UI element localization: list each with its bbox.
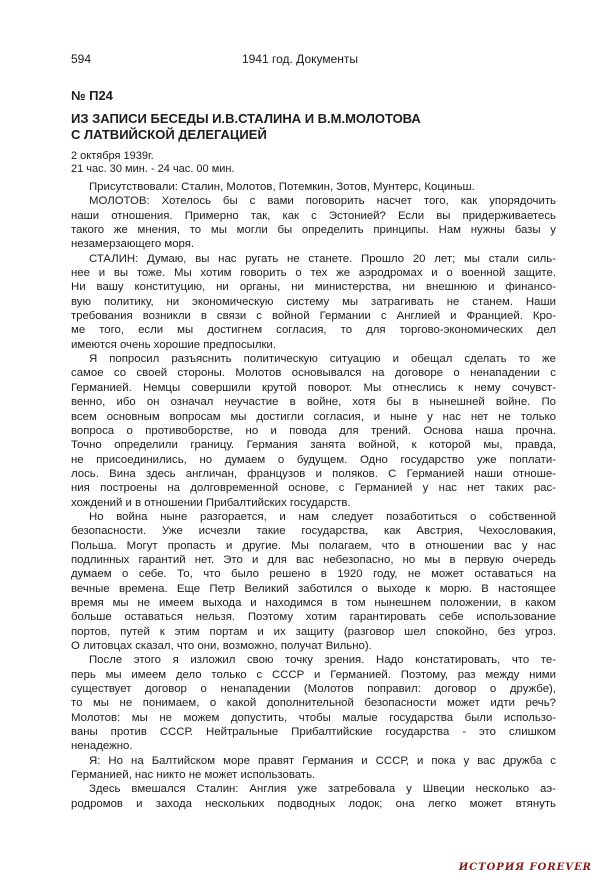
text-line: не присоединились, но думаем о будущем. Одно государство уже поплати-: [71, 453, 556, 466]
body-text: [71, 180, 556, 811]
text-line: незамерзающего моря.: [71, 238, 195, 251]
text-line: ваны против СССР. Нейтральные Прибалтийские государства - это слишком: [71, 726, 556, 739]
text-line: ненадежно.: [71, 740, 133, 753]
text-line: то мы не понимаем, о какой дополнительной безопасности может идти речь?: [71, 697, 556, 710]
text-line: Присутствовали: Сталин, Молотов, Потемкин, Зотов, Мунтерс, Коциньш.: [89, 181, 475, 193]
text-line: О литовцах сказал, что они, возможно, получат Вильно).: [71, 640, 372, 652]
text-line: время мы не имеем выхода и находимся в том нынешнем положении, в каком: [71, 596, 556, 609]
text-line: думаем о себе. То, что было решено в 1920 году, не может оставаться на: [71, 568, 556, 581]
text-line: больше оставаться нельзя. Поэтому хотим гарантировать себе использование: [71, 611, 556, 624]
text-line: ме того, если мы достигнем согласия, то для торгово-экономических дел: [71, 324, 556, 337]
text-line: портов, путей к этим портам и их защиту (разговор шел спокойно, без угроз.: [71, 625, 556, 638]
text-line: лось. Вина здесь англичан, французов и поляков. С Германией наши отноше-: [71, 467, 556, 480]
text-line: требования возникли в связи с войной Германии с Англией и Францией. Кро-: [71, 310, 556, 323]
text-line: Молотов: мы не можем допустить, чтобы малые государства были использо-: [71, 711, 556, 724]
document-time: 21 час. 30 мин. - 24 час. 00 мин.: [71, 163, 235, 175]
text-line: вечные времена. Еще Петр Великий заботился о выходе к морю. В настоящее: [71, 582, 556, 595]
text-line: самое со своей стороны. Молотов основывался на договоре о ненападении с: [71, 367, 556, 380]
text-line: вую политику, ни экономическую систему мы затрагивать не станем. Наши: [71, 295, 556, 308]
document-title: [71, 111, 541, 143]
text-line: Точно определили границу. Германия занята войной, к которой мы, правда,: [71, 439, 556, 452]
text-line: родромов и захода нескольких подводных лодок; она легко может втянуть: [71, 797, 556, 810]
text-line: Германией. Немцы совершили крутой поворот. Мы отнеслись к нему сочувст-: [71, 381, 556, 394]
text-line: Польша. Могут пропасть и другие. Мы полагаем, что в отношении вас у нас: [71, 539, 556, 552]
document-date: 2 октября 1939г.: [71, 150, 154, 162]
text-line: имеются очень хорошие предпосылки.: [71, 338, 277, 351]
text-line: хождений и в отношении Прибалтийских государств.: [71, 496, 351, 509]
text-line: Здесь вмешался Сталин: Англия уже затребовала у Швеции несколько аэ-: [89, 783, 556, 796]
text-line: безопасности. Уже исчезли такие государства, как Австрия, Чехословакия,: [71, 525, 556, 538]
text-line: существует договор о ненападении (Молотов поправил: договор о дружбе),: [71, 683, 556, 696]
text-line: перь мы имеем дело только с СССР и Германией. Поэтому, раз между ними: [71, 668, 556, 681]
running-header: 1941 год. Документы: [241, 52, 359, 66]
watermark-logo: ИСТОРИЯ FOREVER: [458, 862, 592, 873]
text-line: Ни вашу конституцию, ни органы, ни министерства, ни внешнюю и финансо-: [71, 281, 556, 294]
text-line: подлинных гарантий нет. Это и для вас небезопасно, но мы в первую очередь: [71, 553, 556, 566]
text-line: вопроса о противоборстве, но и повода для трений. Основа наша прочна.: [71, 424, 556, 437]
title-line: ИЗ ЗАПИСИ БЕСЕДЫ И.В.СТАЛИНА И В.М.МОЛОТОВА: [71, 111, 421, 126]
text-line: наши отношения. Примерно так, как с Эстонией? Если вы придерживаетесь: [71, 209, 556, 222]
text-line: Я: Но на Балтийском море правят Германия и СССР, и пока у вас дружба с: [89, 754, 556, 767]
title-line: С ЛАТВИЙСКОЙ ДЕЛЕГАЦИЕЙ: [71, 127, 267, 142]
text-line: всем основным вопросам мы достигли согласия, и ныне у нас нет не только: [71, 410, 556, 423]
document-number: № П24: [71, 88, 113, 103]
page-number: 594: [71, 52, 92, 66]
date-block: [71, 150, 235, 176]
text-line: такого же мнения, то мы могли бы определить принципы. Нам нужны базы у: [71, 224, 556, 237]
text-line: МОЛОТОВ: Хотелось бы с вами поговорить насчет того, как упорядочить: [89, 195, 556, 208]
text-line: Но война ныне разгорается, и нам следует позаботиться о собственной: [89, 510, 556, 523]
text-line: ния построены на долговременной основе, с Германией у нас нет таких рас-: [71, 482, 556, 495]
text-line: СТАЛИН: Думаю, вы нас ругать не станете. Прошло 20 лет; мы стали силь-: [89, 252, 556, 265]
text-line: нее и вы тоже. Мы хотим говорить о тех же аэродромах и о военной защите.: [71, 267, 556, 280]
text-line: венно, ибо он означал неучастие в войне, хотя бы в нынешней войне. По: [71, 396, 556, 409]
text-line: После этого я изложил свою точку зрения. Надо констатировать, что те-: [89, 654, 556, 667]
text-line: Я попросил разъяснить политическую ситуацию и обещал сделать то же: [89, 353, 556, 366]
text-line: Германией, нас никто не может использовать.: [71, 769, 316, 782]
